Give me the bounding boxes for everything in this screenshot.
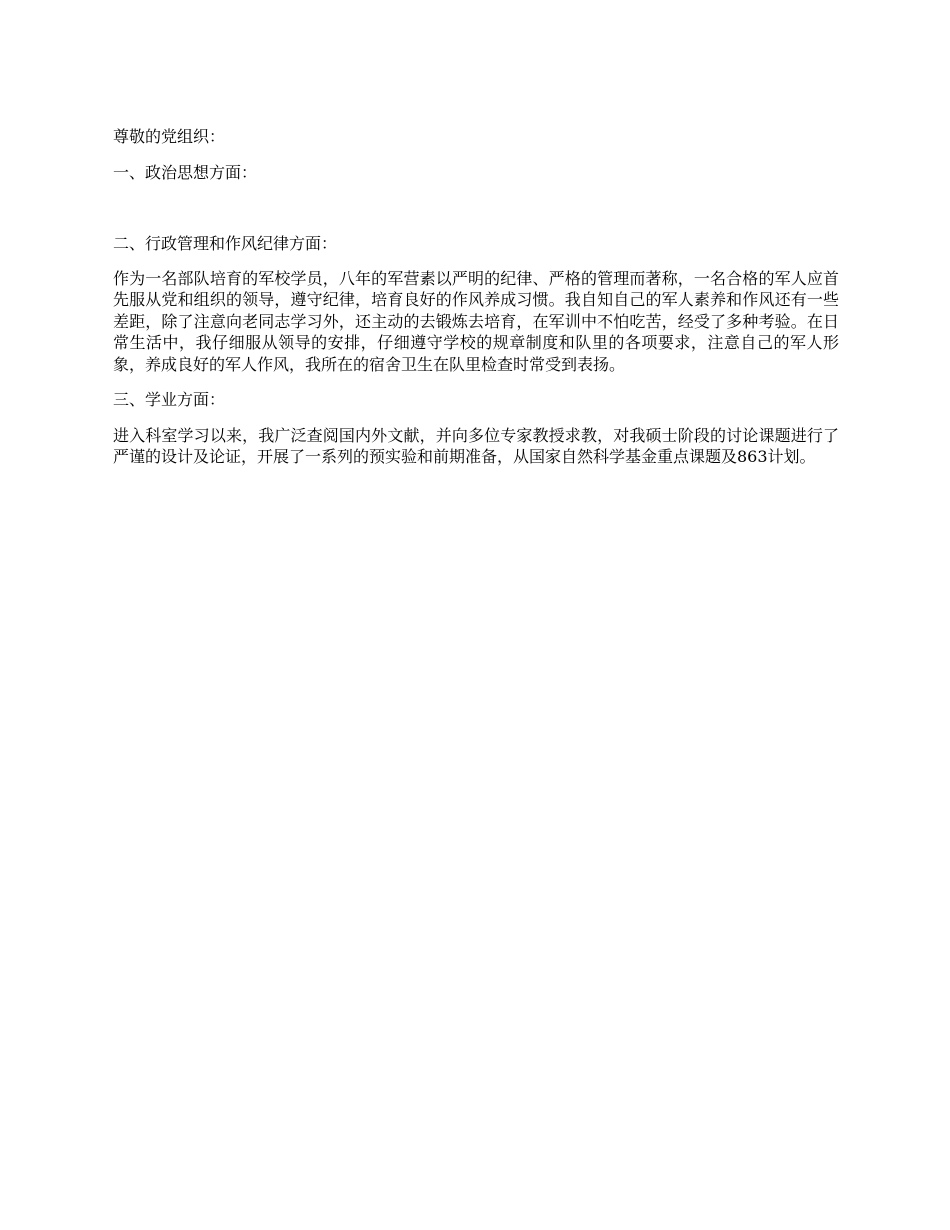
section-2-paragraph: 作为一名部队培育的军校学员，八年的军营素以严明的纪律、严格的管理而著称，一名合格的军人应首先服从党和组织的领导，遵守纪律，培育良好的作风养成习惯。我自知自己的军人素养和作风还有一些差距，除了注意向老同志学习外，还主动的去锻炼去培育，在军训中不怕吃苦，经受了多种考验。在日常生活中，我仔细服从领导的安排，仔细遵守学校的规章制度和队里的各项要求，注意自己的军人形象，养成良好的军人作风，我所在的宿舍卫生在队里检查时常受到表扬。 bbox=[113, 268, 839, 374]
section-3-paragraph: 进入科室学习以来，我广泛查阅国内外文献，并向多位专家教授求教，对我硕士阶段的讨论课题进行了严谨的设计及论证，开展了一系列的预实验和前期准备，从国家自然科学基金重点课题及863计划。 bbox=[113, 425, 839, 466]
document-body bbox=[113, 126, 839, 468]
salutation: 尊敬的党组织： bbox=[113, 127, 226, 146]
section-3-heading: 三、学业方面： bbox=[113, 390, 226, 409]
section-1-heading: 一、政治思想方面： bbox=[113, 162, 258, 182]
section-2-heading: 二、行政管理和作风纪律方面： bbox=[113, 234, 338, 253]
